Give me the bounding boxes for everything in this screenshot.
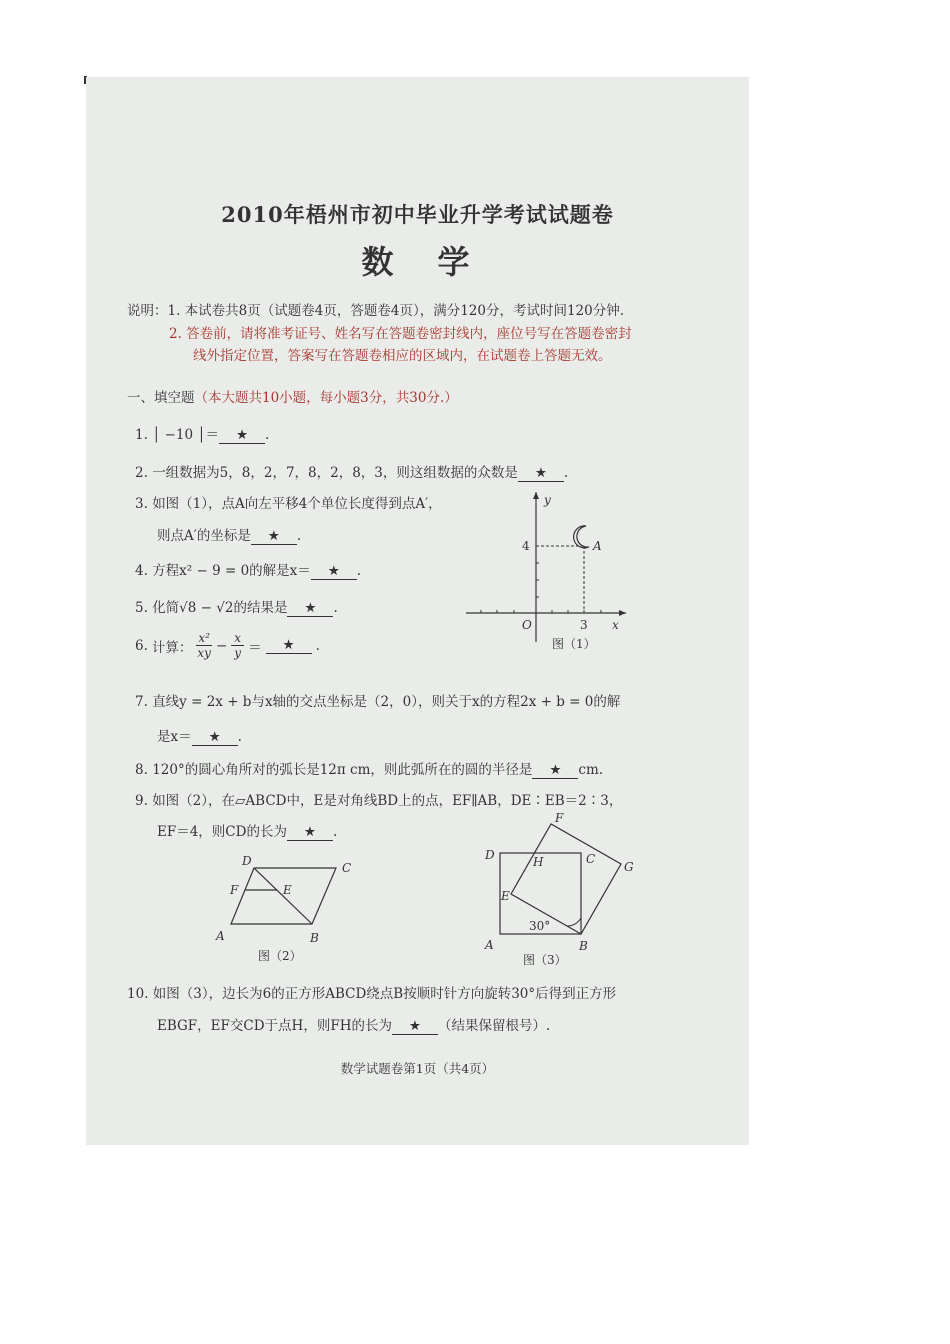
y-axis-arrow	[533, 492, 539, 499]
instructions-label: 说明：	[127, 303, 168, 319]
y-axis-label: y	[544, 493, 551, 507]
instruction-2b: 线外指定位置，答案写在答题卷相应的区域内，在试题卷上答题无效。	[193, 348, 612, 364]
vertex-d-label: D	[242, 854, 252, 868]
fraction-1: x² xy	[197, 631, 211, 660]
x-axis-arrow	[619, 610, 626, 616]
question-5: 5. 化简√8 − √2的结果是 ★ .	[135, 600, 338, 616]
square-ebgf	[511, 824, 621, 934]
answer-blank[interactable]: ★	[251, 528, 297, 545]
section-1-header	[127, 386, 458, 406]
vertex-f-label: F	[555, 812, 564, 825]
question-10: 10. 如图（3），边长为6的正方形ABCD绕点B按顺时针方向旋转30°后得到正方形	[127, 986, 617, 1002]
vertex-a-label: A	[485, 938, 494, 952]
figure-3	[481, 812, 646, 972]
point-e-label: E	[283, 883, 292, 897]
instruction-2a: 2. 答卷前，请将准考证号、姓名写在答题卷密封线内，座位号写在答题卷密封	[169, 326, 632, 342]
vertex-c-label: C	[342, 861, 352, 875]
question-8: 8. 120°的圆心角所对的弧长是12π cm，则此弧所在的圆的半径是 ★ cm.	[135, 762, 604, 778]
point-f-label: F	[230, 883, 239, 897]
fraction-2: $\frac{x}{y}$	[231, 631, 244, 660]
x-axis-label: x	[612, 618, 619, 632]
question-4: 4. 方程x² − 9 = 0的解是x＝ ★ .	[135, 563, 362, 579]
question-9: 9. 如图（2），在▱ABCD中，E是对角线BD上的点，EF∥AB，DE∶EB＝2∶3，	[135, 793, 623, 809]
point-h-label: H	[533, 855, 544, 869]
subject-title: 数学	[361, 243, 514, 281]
angle-label: 30°	[529, 919, 551, 933]
question-1: 1. │ −10 │＝ ★ .	[135, 427, 270, 443]
section-1-label: 一、填空题	[127, 390, 195, 406]
vertex-b-label: B	[579, 939, 588, 953]
section-1-description: （本大题共10小题，每小题3分，共30分.）	[194, 390, 458, 406]
question-7-answer: 是x＝ ★ .	[157, 729, 242, 745]
angle-arc	[567, 918, 581, 926]
question-2: 2. 一组数据为5，8，2，7，8，2，8，3，则这组数据的众数是 ★ .	[135, 465, 569, 481]
exam-title: 2010年梧州市初中毕业升学考试试题卷	[221, 202, 614, 227]
answer-blank[interactable]: ★	[392, 1018, 438, 1035]
point-a-label: A	[593, 539, 602, 553]
vertex-d-label: D	[485, 848, 495, 862]
question-10-answer: EBGF，EF交CD于点H，则FH的长为 ★ （结果保留根号）.	[157, 1018, 551, 1034]
question-9-answer: EF＝4，则CD的长为 ★ .	[157, 824, 338, 840]
figure-3-caption: 图（3）	[523, 953, 567, 967]
origin-label: O	[522, 618, 532, 632]
answer-blank[interactable]: ★	[532, 762, 578, 779]
question-3-answer: 则点A′的坐标是 ★ .	[157, 528, 302, 544]
exam-sheet	[86, 77, 749, 1145]
instruction-1: 1. 本试卷共8页（试题卷4页，答题卷4页），满分120分，考试时间120分钟.	[167, 303, 625, 319]
vertex-a-label: A	[216, 929, 225, 943]
figure-1-caption: 图（1）	[552, 637, 596, 651]
answer-blank[interactable]: ★	[219, 427, 265, 444]
answer-blank[interactable]: ★	[266, 637, 312, 654]
answer-blank[interactable]: ★	[518, 465, 564, 482]
vertex-b-label: B	[310, 931, 319, 945]
moon-shape-icon	[574, 526, 589, 548]
y-tick-label: 4	[522, 539, 530, 553]
question-7: 7. 直线y = 2x + b与x轴的交点坐标是（2，0），则关于x的方程2x + b = 0的解	[135, 694, 621, 710]
answer-blank[interactable]: ★	[311, 563, 357, 580]
figure-2-caption: 图（2）	[258, 949, 302, 963]
answer-blank[interactable]: ★	[192, 729, 238, 746]
vertex-e-label: E	[501, 889, 510, 903]
answer-blank[interactable]: ★	[287, 600, 333, 617]
x-tick-label: 3	[580, 618, 588, 632]
instructions-line-1	[127, 299, 624, 319]
vertex-g-label: G	[624, 860, 634, 874]
vertex-c-label: C	[586, 852, 596, 866]
page-footer: 数学试题卷第1页（共4页）	[340, 1061, 495, 1076]
figure-1	[456, 482, 636, 662]
figure-2	[206, 852, 366, 967]
question-3: 3. 如图（1），点A向左平移4个单位长度得到点A′，	[135, 496, 442, 512]
question-6: 6. 计算： x² xy − $\frac{x}{y}$ ＝ ★ .	[135, 631, 320, 660]
answer-blank[interactable]: ★	[287, 824, 333, 841]
